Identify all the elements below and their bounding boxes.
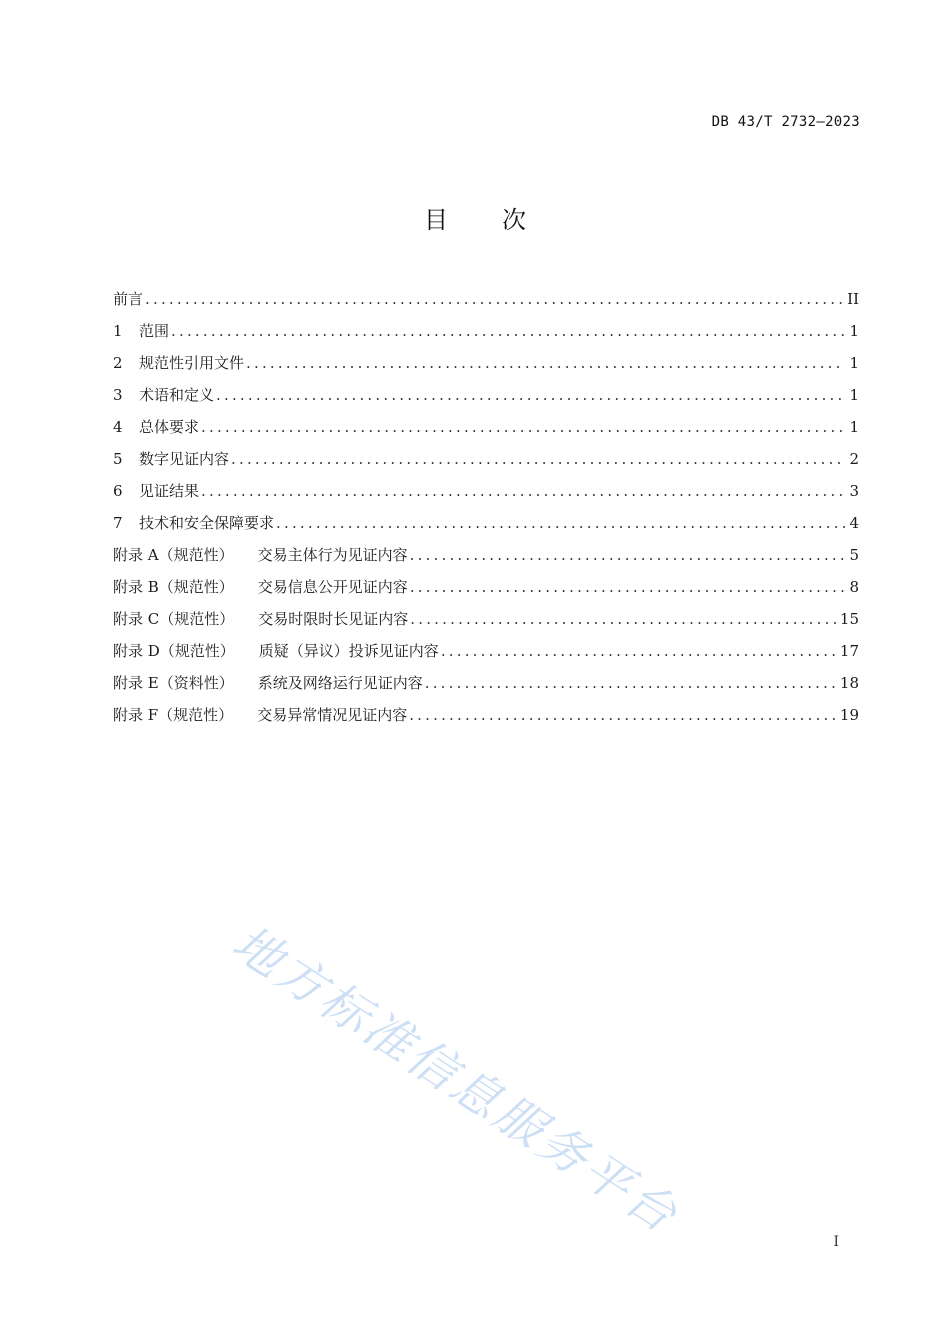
- table-of-contents: [113, 287, 859, 735]
- dot-leader: [276, 511, 845, 535]
- toc-entry-page: 3: [849, 482, 859, 500]
- toc-entry-6[interactable]: [113, 479, 859, 511]
- dot-leader: [145, 287, 843, 311]
- appendix-label: 交易异常情况见证内容: [257, 706, 408, 724]
- toc-entry-4[interactable]: [113, 415, 859, 447]
- appendix-prefix: 附录 B（规范性）: [113, 578, 234, 596]
- page-number: I: [833, 1234, 839, 1250]
- toc-entry-page: II: [847, 290, 859, 308]
- toc-entry-label: 见证结果: [139, 482, 200, 500]
- appendix-label: 系统及网络运行见证内容: [257, 674, 423, 692]
- watermark: 地方标准信息服务平台: [222, 914, 689, 1245]
- appendix-prefix: 附录 C（规范性）: [113, 610, 235, 628]
- appendix-page: 8: [849, 578, 859, 596]
- dot-leader: [246, 351, 845, 375]
- toc-entry-number: 2: [113, 354, 123, 372]
- dot-leader: [201, 479, 845, 503]
- toc-appendix-e[interactable]: [113, 671, 859, 703]
- toc-entry-foreword[interactable]: [113, 287, 859, 319]
- standard-code: DB 43/T 2732—2023: [711, 114, 860, 130]
- dot-leader: [410, 543, 845, 567]
- appendix-label: 质疑（异议）投诉见证内容: [258, 642, 439, 660]
- toc-entry-page: 1: [849, 418, 859, 436]
- appendix-label: 交易主体行为见证内容: [257, 546, 408, 564]
- dot-leader: [171, 319, 845, 343]
- toc-entry-1[interactable]: [113, 319, 859, 351]
- toc-appendix-c[interactable]: [113, 607, 859, 639]
- title-char-2: 次: [502, 206, 526, 234]
- toc-entry-number: 6: [113, 482, 123, 500]
- toc-entry-7[interactable]: [113, 511, 859, 543]
- toc-entry-label: 规范性引用文件: [139, 354, 245, 372]
- dot-leader: [441, 639, 836, 663]
- dot-leader: [410, 607, 836, 631]
- page-title: [0, 200, 950, 235]
- dot-leader: [425, 671, 836, 695]
- toc-appendix-d[interactable]: [113, 639, 859, 671]
- appendix-prefix: 附录 D（规范性）: [113, 642, 235, 660]
- toc-entry-label: 前言: [113, 290, 144, 308]
- appendix-page: 19: [839, 706, 859, 724]
- toc-appendix-b[interactable]: [113, 575, 859, 607]
- toc-entry-page: 4: [849, 514, 859, 532]
- toc-entry-number: 1: [113, 322, 123, 340]
- toc-entry-page: 1: [849, 386, 859, 404]
- appendix-label: 交易时限时长见证内容: [258, 610, 409, 628]
- toc-entry-label: 术语和定义: [139, 386, 215, 404]
- appendix-prefix: 附录 E（资料性）: [113, 674, 234, 692]
- toc-entry-label: 范围: [139, 322, 170, 340]
- toc-entry-page: 2: [849, 450, 859, 468]
- toc-entry-5[interactable]: [113, 447, 859, 479]
- appendix-prefix: 附录 F（规范性）: [113, 706, 234, 724]
- toc-entry-page: 1: [849, 322, 859, 340]
- appendix-prefix: 附录 A（规范性）: [113, 546, 234, 564]
- dot-leader: [201, 415, 845, 439]
- toc-entry-page: 1: [849, 354, 859, 372]
- appendix-label: 交易信息公开见证内容: [257, 578, 408, 596]
- dot-leader: [410, 575, 845, 599]
- toc-entry-label: 总体要求: [139, 418, 200, 436]
- toc-appendix-f[interactable]: [113, 703, 859, 735]
- toc-entry-number: 4: [113, 418, 123, 436]
- toc-entry-number: 5: [113, 450, 123, 468]
- toc-appendix-a[interactable]: [113, 543, 859, 575]
- dot-leader: [409, 703, 836, 727]
- toc-entry-label: 技术和安全保障要求: [139, 514, 275, 532]
- appendix-page: 5: [849, 546, 859, 564]
- toc-entry-number: 7: [113, 514, 123, 532]
- appendix-page: 15: [839, 610, 859, 628]
- appendix-page: 18: [839, 674, 859, 692]
- toc-entry-2[interactable]: [113, 351, 859, 383]
- toc-entry-label: 数字见证内容: [139, 450, 230, 468]
- title-char-1: 目: [424, 206, 448, 234]
- toc-entry-number: 3: [113, 386, 123, 404]
- appendix-page: 17: [839, 642, 859, 660]
- toc-entry-3[interactable]: [113, 383, 859, 415]
- dot-leader: [216, 383, 845, 407]
- dot-leader: [231, 447, 845, 471]
